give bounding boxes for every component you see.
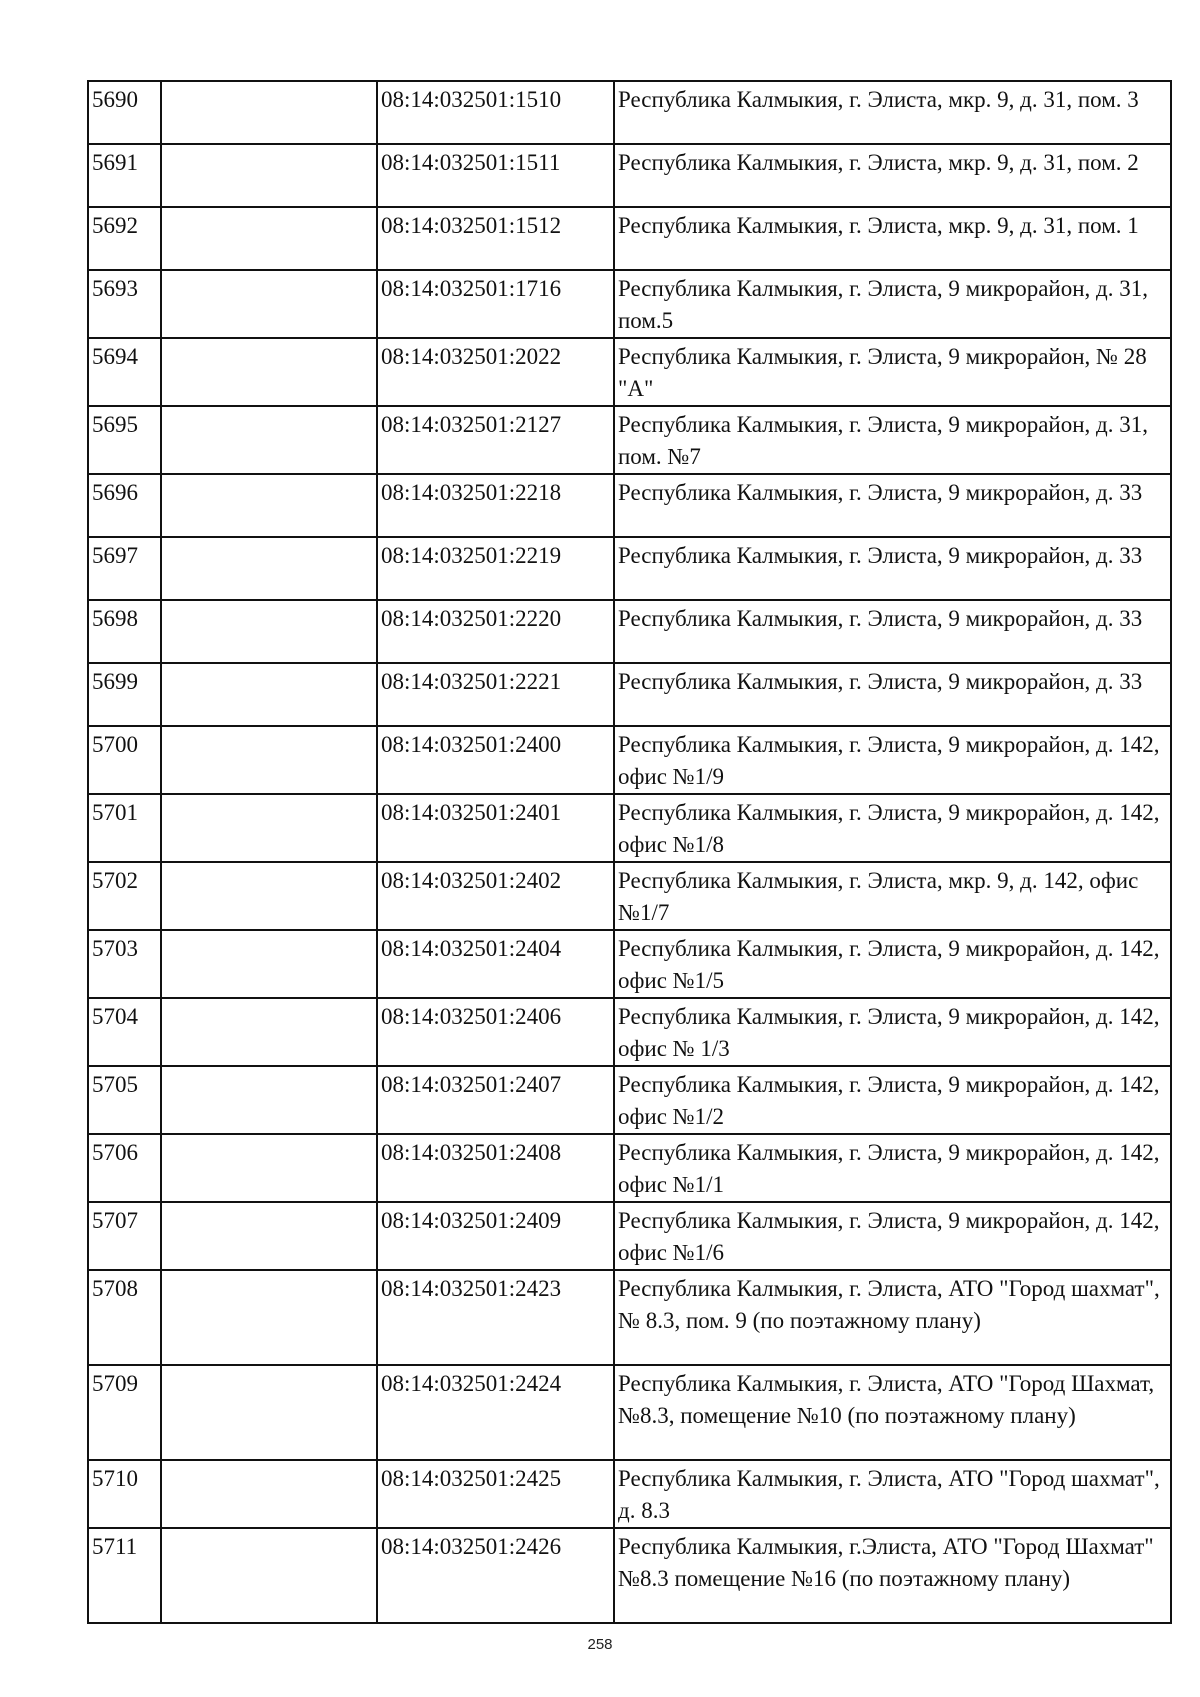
empty-cell: [161, 81, 377, 144]
address: Республика Калмыкия, г. Элиста, 9 микрорайон, д. 142, офис №1/1: [614, 1134, 1171, 1202]
empty-cell: [161, 998, 377, 1066]
table-row: [88, 270, 1171, 338]
cadastral-number: 08:14:032501:2219: [377, 537, 614, 600]
empty-cell: [161, 862, 377, 930]
table-row: [88, 726, 1171, 794]
cadastral-number: 08:14:032501:1511: [377, 144, 614, 207]
row-number: 5694: [88, 338, 161, 406]
row-number: 5699: [88, 663, 161, 726]
table-row: [88, 1202, 1171, 1270]
page-number: 258: [587, 1636, 613, 1653]
address: Республика Калмыкия, г. Элиста, АТО "Город шахмат", д. 8.3: [614, 1460, 1171, 1528]
table-row: [88, 144, 1171, 207]
cadastral-number: 08:14:032501:2400: [377, 726, 614, 794]
empty-cell: [161, 474, 377, 537]
address: Республика Калмыкия, г. Элиста, 9 микрорайон, д. 142, офис №1/9: [614, 726, 1171, 794]
table-row: [88, 81, 1171, 144]
cadastral-number: 08:14:032501:2409: [377, 1202, 614, 1270]
row-number: 5695: [88, 406, 161, 474]
empty-cell: [161, 1528, 377, 1623]
table-row: [88, 1365, 1171, 1460]
cadastral-number: 08:14:032501:2423: [377, 1270, 614, 1365]
table-row: [88, 1066, 1171, 1134]
address: Республика Калмыкия, г. Элиста, 9 микрорайон, д. 142, офис №1/8: [614, 794, 1171, 862]
row-number: 5702: [88, 862, 161, 930]
empty-cell: [161, 726, 377, 794]
empty-cell: [161, 207, 377, 270]
row-number: 5693: [88, 270, 161, 338]
empty-cell: [161, 1066, 377, 1134]
row-number: 5705: [88, 1066, 161, 1134]
address: Республика Калмыкия, г. Элиста, 9 микрорайон, № 28 "А": [614, 338, 1171, 406]
empty-cell: [161, 270, 377, 338]
row-number: 5706: [88, 1134, 161, 1202]
address: Республика Калмыкия, г. Элиста, 9 микрорайон, д. 142, офис №1/2: [614, 1066, 1171, 1134]
table-row: [88, 1134, 1171, 1202]
property-table: [87, 80, 1172, 1624]
address: Республика Калмыкия, г.Элиста, АТО "Город Шахмат" №8.3 помещение №16 (по поэтажному плану): [614, 1528, 1171, 1623]
table-row: [88, 930, 1171, 998]
empty-cell: [161, 537, 377, 600]
row-number: 5708: [88, 1270, 161, 1365]
row-number: 5710: [88, 1460, 161, 1528]
address: Республика Калмыкия, г. Элиста, АТО "Город Шахмат, №8.3, помещение №10 (по поэтажному плану): [614, 1365, 1171, 1460]
address: Республика Калмыкия, г. Элиста, 9 микрорайон, д. 142, офис № 1/3: [614, 998, 1171, 1066]
table-row: [88, 600, 1171, 663]
table-row: [88, 537, 1171, 600]
cadastral-number: 08:14:032501:2408: [377, 1134, 614, 1202]
table-row: [88, 663, 1171, 726]
empty-cell: [161, 930, 377, 998]
empty-cell: [161, 1202, 377, 1270]
row-number: 5692: [88, 207, 161, 270]
address: Республика Калмыкия, г. Элиста, мкр. 9, д. 142, офис №1/7: [614, 862, 1171, 930]
cadastral-number: 08:14:032501:1512: [377, 207, 614, 270]
address: Республика Калмыкия, г. Элиста, 9 микрорайон, д. 33: [614, 600, 1171, 663]
table-row: [88, 474, 1171, 537]
table-row: [88, 406, 1171, 474]
cadastral-number: 08:14:032501:1716: [377, 270, 614, 338]
empty-cell: [161, 144, 377, 207]
address: Республика Калмыкия, г. Элиста, 9 микрорайон, д. 33: [614, 663, 1171, 726]
cadastral-number: 08:14:032501:2221: [377, 663, 614, 726]
table-row: [88, 338, 1171, 406]
empty-cell: [161, 1134, 377, 1202]
cadastral-number: 08:14:032501:2022: [377, 338, 614, 406]
address: Республика Калмыкия, г. Элиста, мкр. 9, д. 31, пом. 2: [614, 144, 1171, 207]
empty-cell: [161, 406, 377, 474]
table-row: [88, 794, 1171, 862]
address: Республика Калмыкия, г. Элиста, 9 микрорайон, д. 31, пом. №7: [614, 406, 1171, 474]
address: Республика Калмыкия, г. Элиста, мкр. 9, д. 31, пом. 1: [614, 207, 1171, 270]
row-number: 5690: [88, 81, 161, 144]
empty-cell: [161, 1365, 377, 1460]
row-number: 5703: [88, 930, 161, 998]
row-number: 5711: [88, 1528, 161, 1623]
address: Республика Калмыкия, г. Элиста, 9 микрорайон, д. 31, пом.5: [614, 270, 1171, 338]
cadastral-number: 08:14:032501:2402: [377, 862, 614, 930]
empty-cell: [161, 663, 377, 726]
address: Республика Калмыкия, г. Элиста, 9 микрорайон, д. 142, офис №1/5: [614, 930, 1171, 998]
table-row: [88, 998, 1171, 1066]
address: Республика Калмыкия, г. Элиста, 9 микрорайон, д. 33: [614, 537, 1171, 600]
address: Республика Калмыкия, г. Элиста, мкр. 9, д. 31, пом. 3: [614, 81, 1171, 144]
cadastral-number: 08:14:032501:2406: [377, 998, 614, 1066]
table-row: [88, 207, 1171, 270]
empty-cell: [161, 338, 377, 406]
row-number: 5696: [88, 474, 161, 537]
cadastral-number: 08:14:032501:2425: [377, 1460, 614, 1528]
row-number: 5704: [88, 998, 161, 1066]
table-row: [88, 862, 1171, 930]
row-number: 5691: [88, 144, 161, 207]
row-number: 5697: [88, 537, 161, 600]
cadastral-number: 08:14:032501:2424: [377, 1365, 614, 1460]
empty-cell: [161, 600, 377, 663]
address: Республика Калмыкия, г. Элиста, АТО "Город шахмат", № 8.3, пом. 9 (по поэтажному плану): [614, 1270, 1171, 1365]
cadastral-number: 08:14:032501:2404: [377, 930, 614, 998]
row-number: 5701: [88, 794, 161, 862]
table-row: [88, 1460, 1171, 1528]
row-number: 5709: [88, 1365, 161, 1460]
cadastral-number: 08:14:032501:2401: [377, 794, 614, 862]
empty-cell: [161, 1270, 377, 1365]
property-table-body: [88, 81, 1171, 1623]
address: Республика Калмыкия, г. Элиста, 9 микрорайон, д. 33: [614, 474, 1171, 537]
empty-cell: [161, 794, 377, 862]
address: Республика Калмыкия, г. Элиста, 9 микрорайон, д. 142, офис №1/6: [614, 1202, 1171, 1270]
cadastral-number: 08:14:032501:2127: [377, 406, 614, 474]
row-number: 5700: [88, 726, 161, 794]
row-number: 5707: [88, 1202, 161, 1270]
cadastral-number: 08:14:032501:2426: [377, 1528, 614, 1623]
cadastral-number: 08:14:032501:2407: [377, 1066, 614, 1134]
table-row: [88, 1528, 1171, 1623]
cadastral-number: 08:14:032501:2218: [377, 474, 614, 537]
empty-cell: [161, 1460, 377, 1528]
cadastral-number: 08:14:032501:1510: [377, 81, 614, 144]
cadastral-number: 08:14:032501:2220: [377, 600, 614, 663]
table-row: [88, 1270, 1171, 1365]
row-number: 5698: [88, 600, 161, 663]
